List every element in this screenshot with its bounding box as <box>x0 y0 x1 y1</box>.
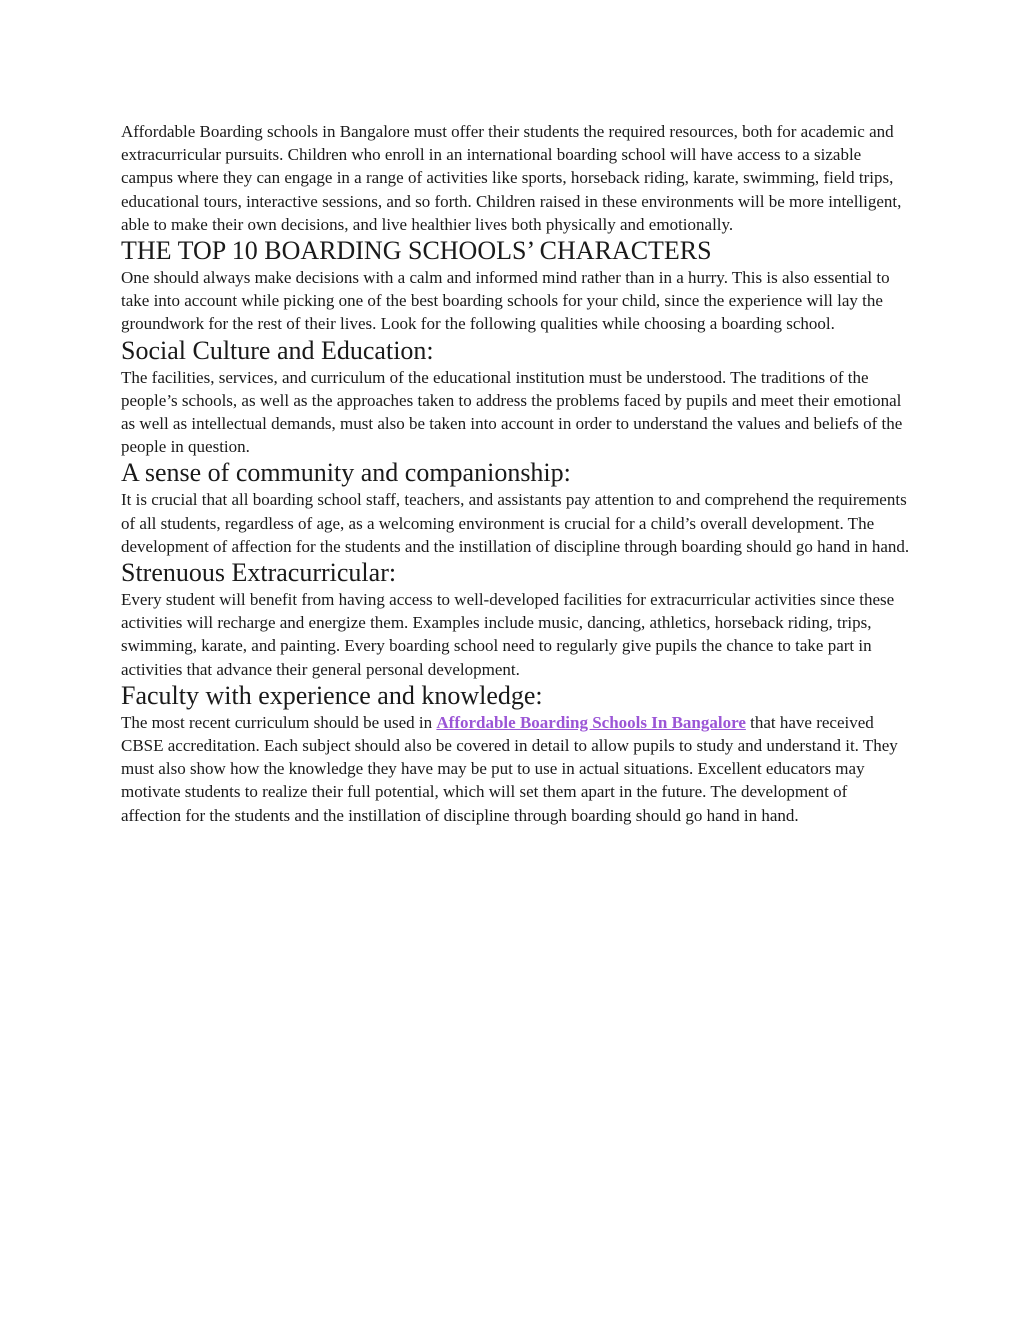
heading-faculty: Faculty with experience and knowledge: <box>121 680 543 710</box>
paragraph-faculty <box>121 711 911 827</box>
document-page <box>121 120 911 827</box>
heading-top-10-characters: THE TOP 10 BOARDING SCHOOLS’ CHARACTERS <box>121 236 712 266</box>
paragraph-top-10-characters: One should always make decisions with a calm and informed mind rather than in a hurry. This is also essential to take into account while picking one of the best boarding schools for your child, since the experience will lay the groundwork for the rest of their lives. Look for the following qualities while choosing a boarding school. <box>121 268 890 334</box>
paragraph-extracurricular: Every student will benefit from having access to well-developed facilities for extracurricular activities since these activities will recharge and energize them. Examples include music, dancing, athletics, horseback riding, trips, swimming, karate, and painting. Every boarding school need to regularly give pupils the chance to take part in activities that advance their general personal development. <box>121 590 895 679</box>
heading-extracurricular: Strenuous Extracurricular: <box>121 558 397 588</box>
paragraph-social-culture: The facilities, services, and curriculum of the educational institution must be understood. The traditions of the people’s schools, as well as the approaches taken to address the problems faced by pupils and meet their emotional as well as intellectual demands, must also be taken into account in order to understand the values and beliefs of the people in question. <box>121 367 903 457</box>
paragraph-community: It is crucial that all boarding school staff, teachers, and assistants pay attention to and comprehend the requirements of all students, regardless of age, as a welcoming environment is crucial for a child’s overall development. The development of affection for the students and the instillation of discipline through boarding should go hand in hand. <box>121 490 910 556</box>
intro-paragraph: Affordable Boarding schools in Bangalore must offer their students the required resources, both for academic and extracurricular pursuits. Children who enroll in an international boarding school will have access to a sizable campus where they can engage in a range of activities like sports, horseback riding, karate, swimming, field trips, educational tours, interactive sessions, and so forth. Children raised in these environments will be more intelligent, able to make their own decisions, and live healthier lives both physically and emotionally. <box>121 122 902 234</box>
faculty-text-after-link: that have received CBSE accreditation. Each subject should also be covered in detail to allow pupils to study and understand it. They must also show how the knowledge they have may be put to use in actual situations. Excellent educators may motivate students to realize their full potential, which will set them apart in the future. The development of affection for the students and the instillation of discipline through boarding should go hand in hand. <box>121 712 898 825</box>
affordable-boarding-schools-link[interactable]: Affordable Boarding Schools In Bangalore <box>436 712 746 732</box>
faculty-text-before-link: The most recent curriculum should be used in <box>121 712 437 732</box>
heading-community: A sense of community and companionship: <box>121 458 571 488</box>
heading-social-culture: Social Culture and Education: <box>121 335 434 365</box>
